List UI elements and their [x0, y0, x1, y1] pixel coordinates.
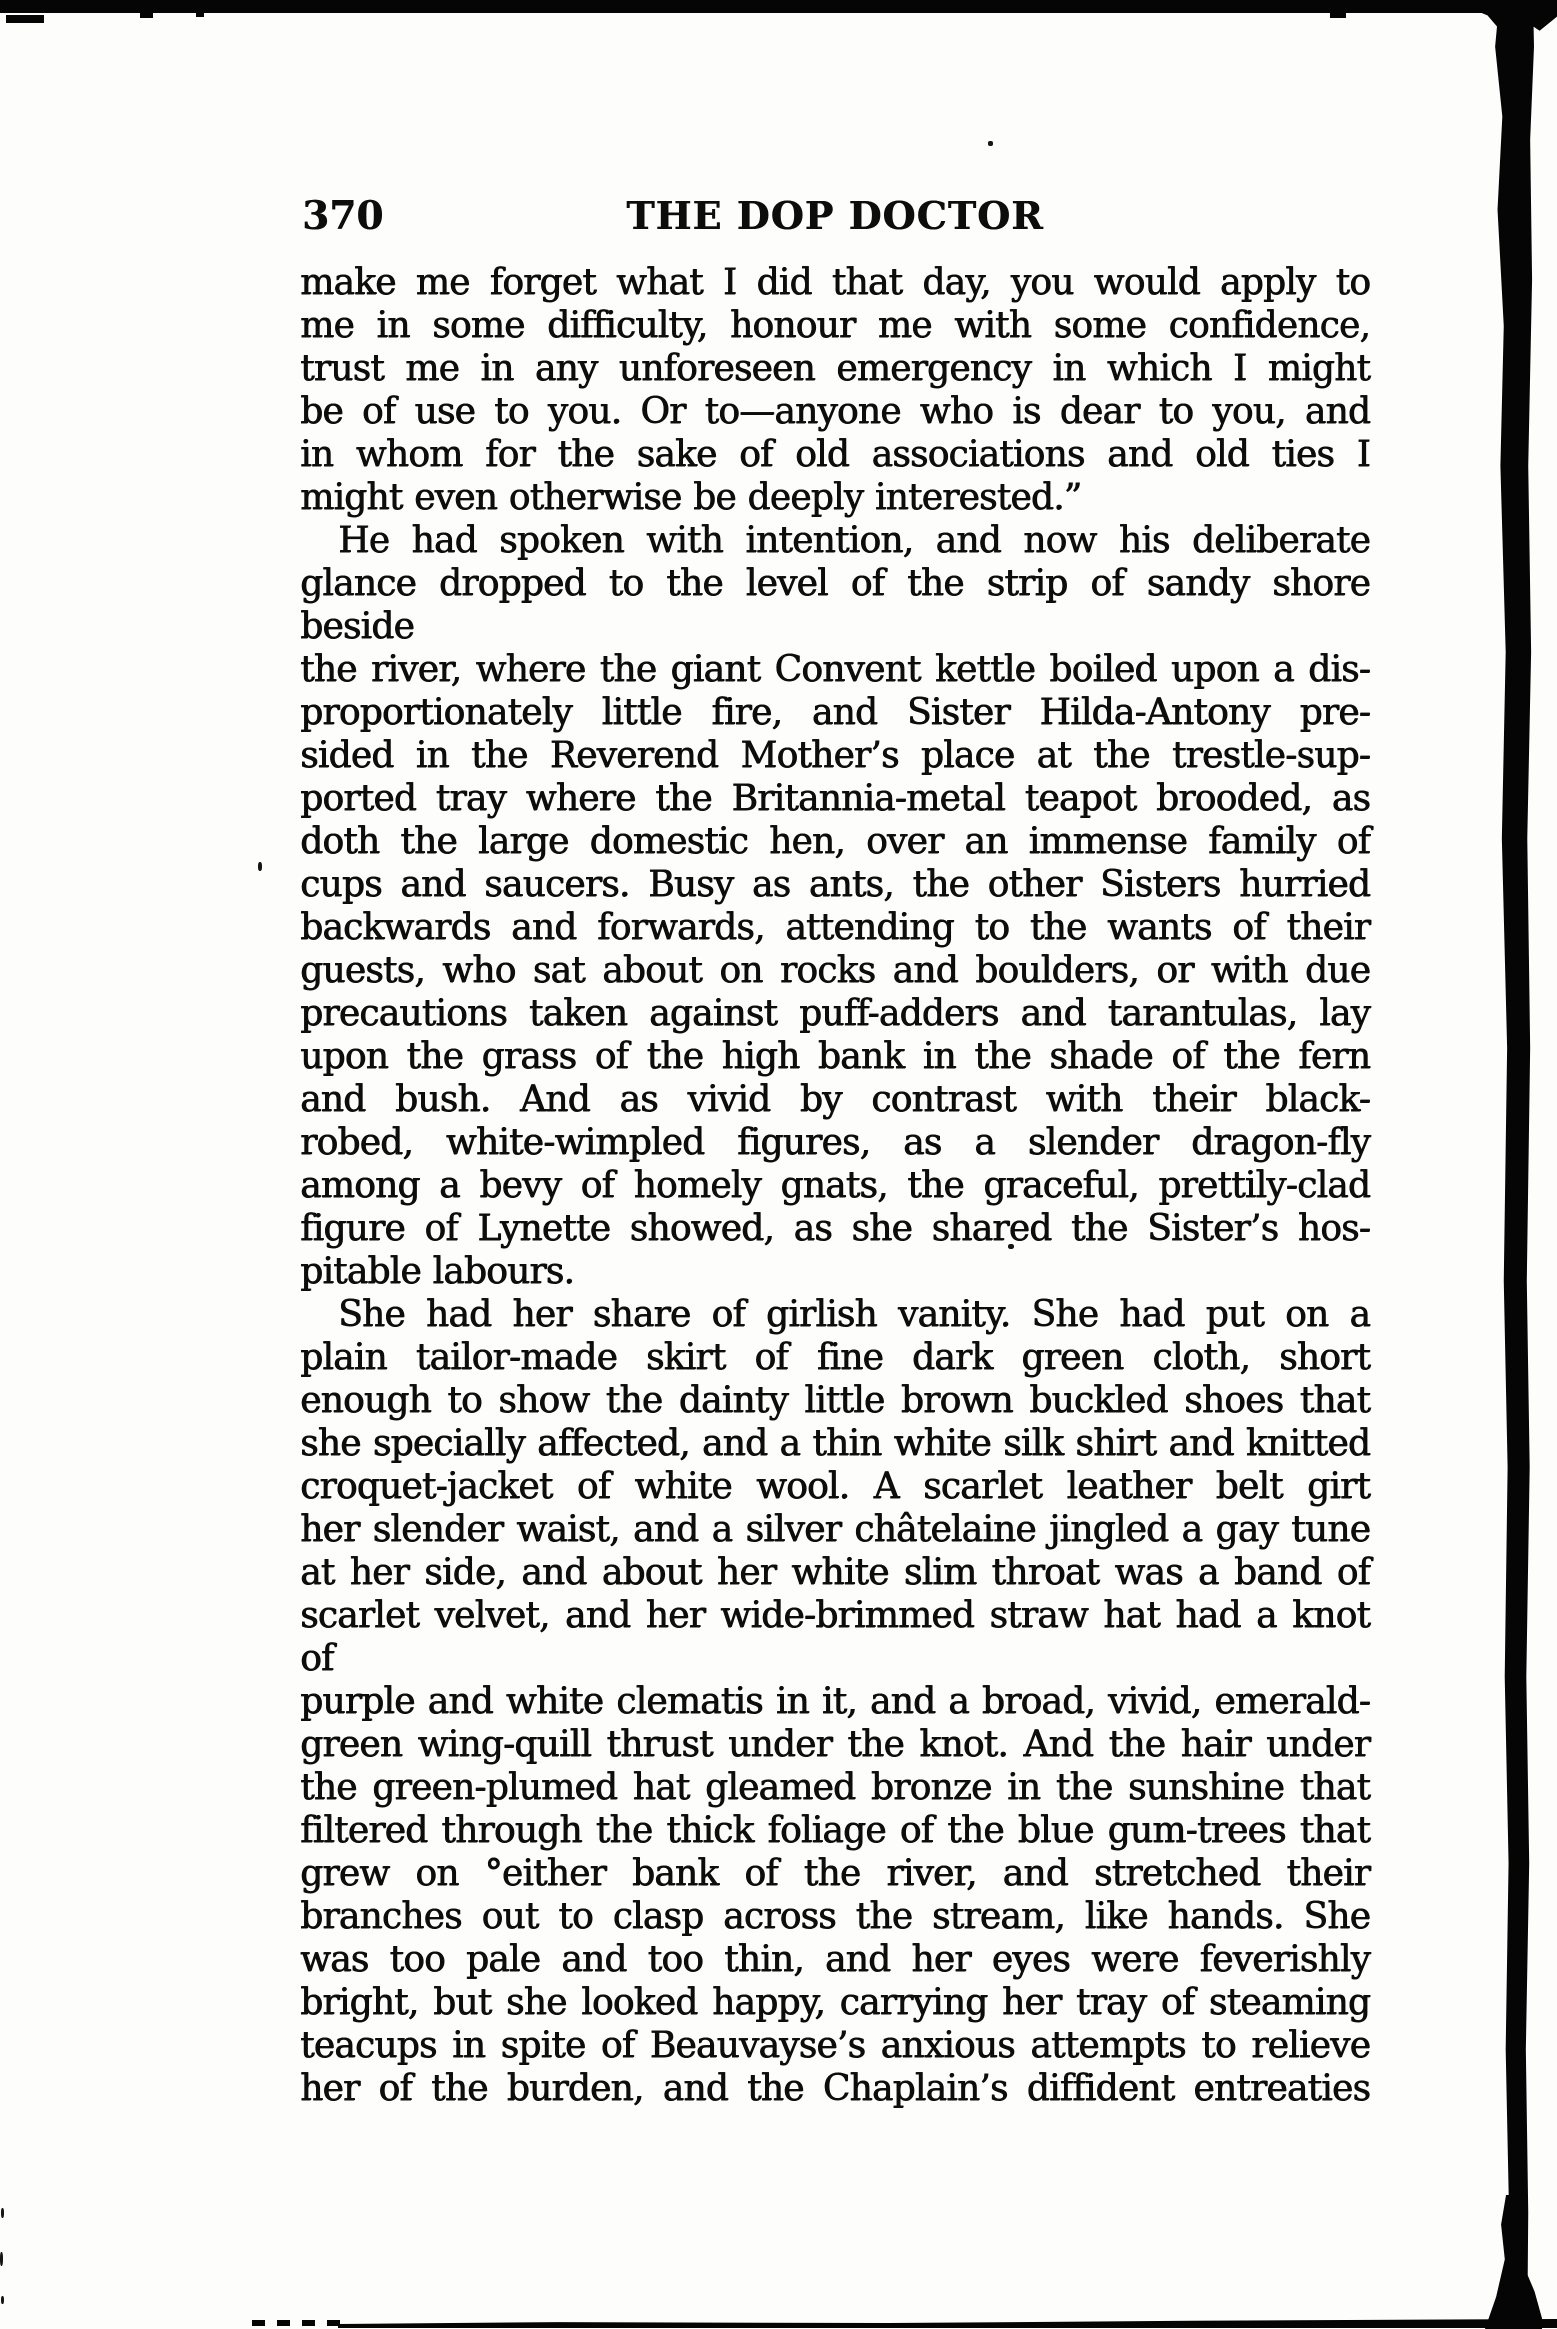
text-line: make me forget what I did that day, you would apply to [300, 262, 1370, 303]
text-line: at her side, and about her white slim throat was a band of [300, 1552, 1370, 1593]
page-number: 370 [302, 193, 384, 239]
page-header [300, 192, 1370, 240]
scan-smudge [140, 13, 153, 18]
text-line: pitable labours. [300, 1251, 575, 1292]
text-line: trust me in any unforeseen emergency in which I might [300, 348, 1370, 389]
text-line: me in some difficulty, honour me with some confidence, [300, 305, 1370, 346]
text-line: guests, who sat about on rocks and boulders, or with due [300, 950, 1370, 991]
ink-speck [0, 2252, 3, 2266]
text-line: He had spoken with intention, and now his deliberate [338, 520, 1370, 561]
text-line: among a bevy of homely gnats, the graceful, prettily-clad [300, 1165, 1370, 1206]
text-line: bright, but she looked happy, carrying her tray of steaming [300, 1982, 1370, 2023]
text-line: her of the burden, and the Chaplain’s diffident entreaties [300, 2068, 1370, 2109]
text-line: green wing-quill thrust under the knot. And the hair under [300, 1724, 1370, 1765]
ink-speck [1, 2296, 4, 2304]
text-line: sided in the Reverend Mother’s place at the trestle-sup- [300, 735, 1370, 776]
scan-dashes-bottom [252, 2320, 352, 2326]
text-line: grew on °either bank of the river, and stretched their [300, 1853, 1370, 1894]
text-line: in whom for the sake of old associations and old ties I [300, 434, 1370, 475]
text-line: She had her share of girlish vanity. She had put on a [338, 1294, 1370, 1335]
text-line: be of use to you. Or to—anyone who is dear to you, and [300, 391, 1370, 432]
text-line: the river, where the giant Convent kettle boiled upon a dis- [300, 649, 1370, 690]
text-line: the green-plumed hat gleamed bronze in the sunshine that [300, 1767, 1370, 1808]
text-line: plain tailor-made skirt of fine dark green cloth, short [300, 1337, 1370, 1378]
text-line: scarlet velvet, and her wide-brimmed straw hat had a knot of [300, 1595, 1370, 1679]
text-line: cups and saucers. Busy as ants, the other Sisters hurried [300, 864, 1370, 905]
text-line: croquet-jacket of white wool. A scarlet leather belt girt [300, 1466, 1370, 1507]
text-line: might even otherwise be deeply interested.” [300, 477, 1082, 518]
text-line: enough to show the dainty little brown buckled shoes that [300, 1380, 1370, 1421]
ink-speck [988, 141, 993, 146]
text-line: ported tray where the Britannia-metal teapot brooded, as [300, 778, 1370, 819]
text-line: backwards and forwards, attending to the wants of their [300, 907, 1370, 948]
text-line: she specially affected, and a thin white silk shirt and knitted [300, 1423, 1370, 1464]
text-line: was too pale and too thin, and her eyes were feverishly [300, 1939, 1370, 1980]
text-line: purple and white clematis in it, and a broad, vivid, emerald- [300, 1681, 1370, 1722]
ink-speck [258, 862, 262, 871]
scan-edge-top [0, 0, 1557, 13]
ink-speck [1, 2208, 4, 2218]
scan-edge-right [1486, 0, 1534, 2329]
scan-flare-bottom-right [1480, 2195, 1542, 2329]
text-line: teacups in spite of Beauvayse’s anxious attempts to relieve [300, 2025, 1370, 2066]
scan-smudge [6, 15, 44, 23]
text-line: proportionately little fire, and Sister Hilda-Antony pre- [300, 692, 1370, 733]
text-line: filtered through the thick foliage of the blue gum-trees that [300, 1810, 1370, 1851]
text-line: and bush. And as vivid by contrast with their black- [300, 1079, 1370, 1120]
text-line: doth the large domestic hen, over an immense family of [300, 821, 1370, 862]
scan-smudge [196, 13, 204, 17]
text-line: her slender waist, and a silver châtelaine jingled a gay tune [300, 1509, 1370, 1550]
page-text [300, 261, 1370, 2110]
text-line: robed, white-wimpled figures, as a slender dragon-fly [300, 1122, 1370, 1163]
text-line: precautions taken against puff-adders and tarantulas, lay [300, 993, 1370, 1034]
text-line: upon the grass of the high bank in the shade of the fern [300, 1036, 1370, 1077]
scan-edge-bottom [338, 2319, 1557, 2328]
scan-smudge [1330, 12, 1346, 18]
running-title: THE DOP DOCTOR [626, 193, 1044, 238]
text-line: branches out to clasp across the stream, like hands. She [300, 1896, 1370, 1937]
text-line: glance dropped to the level of the strip of sandy shore beside [300, 563, 1370, 647]
text-line: figure of Lynette showed, as she shared the Sister’s hos- [300, 1208, 1370, 1249]
